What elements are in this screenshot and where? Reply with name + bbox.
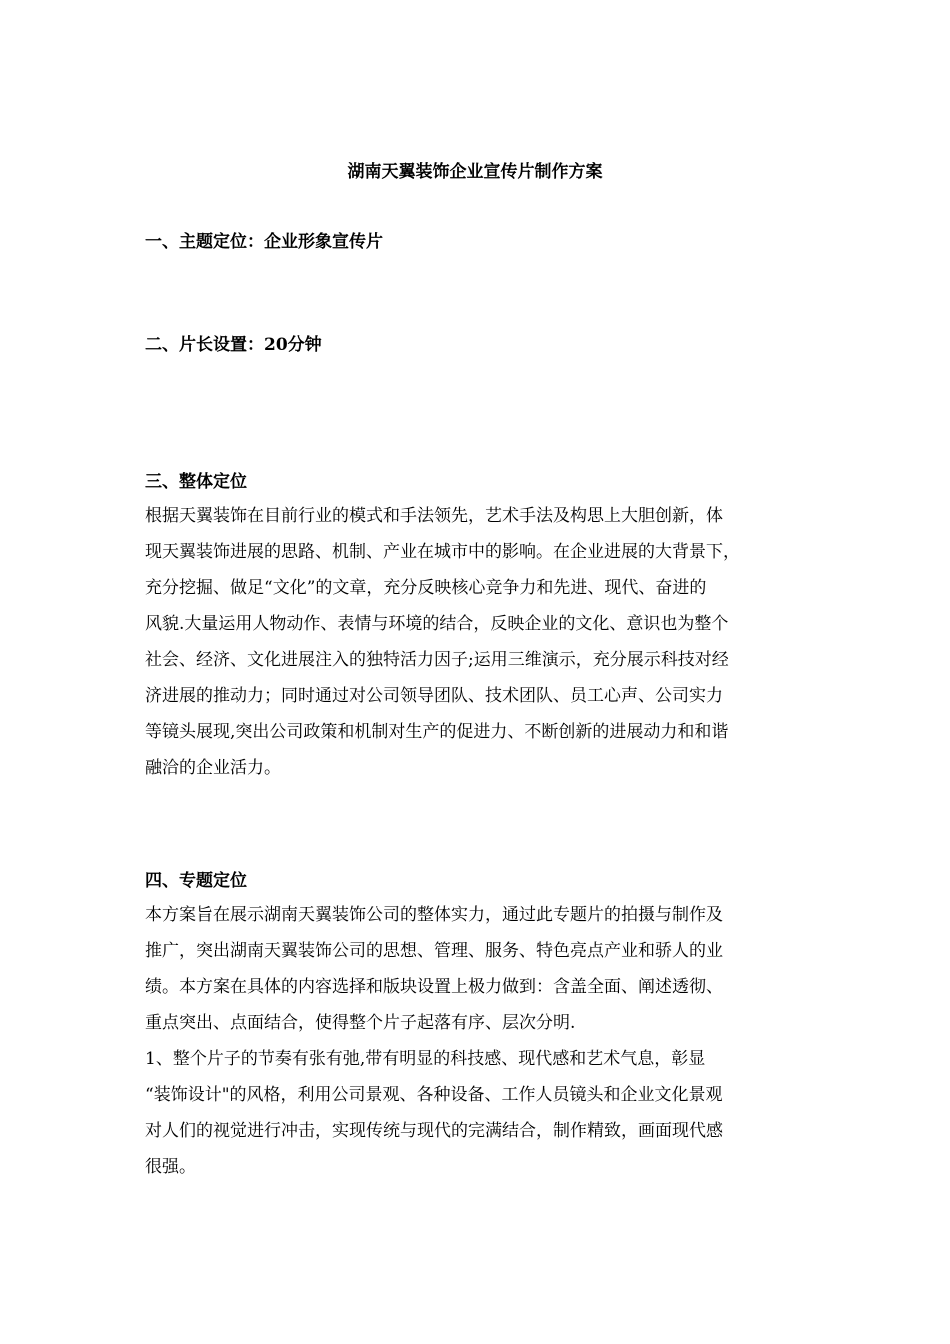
text-line: 根据天翼装饰在目前行业的模式和手法领先，艺术手法及构思上大胆创新，体 — [145, 506, 723, 526]
text-line: 充分挖掘、做足“文化”的文章，充分反映核心竞争力和先进、现代、奋进的 — [145, 578, 707, 598]
text-line: 现天翼装饰进展的思路、机制、产业在城市中的影响。在企业进展的大背景下， — [145, 542, 740, 562]
text-line: 很强。 — [145, 1157, 196, 1177]
text-line: 风貌.大量运用人物动作、表情与环境的结合，反映企业的文化、意识也为整个 — [145, 614, 729, 634]
text-line: 社会、经济、文化进展注入的独特活力因子;运用三维演示，充分展示科技对经 — [145, 650, 729, 670]
text-line: 等镜头展现,突出公司政策和机制对生产的促进力、不断创新的进展动力和和谐 — [145, 722, 729, 742]
paragraph-special — [145, 897, 810, 1185]
text-line: 本方案旨在展示湖南天翼装饰公司的整体实力，通过此专题片的拍摄与制作及 — [145, 905, 723, 925]
paragraph-overall — [145, 498, 810, 786]
text-line: 对人们的视觉进行冲击，实现传统与现代的完满结合，制作精致，画面现代感 — [145, 1121, 723, 1141]
text-line: 济进展的推动力；同时通过对公司领导团队、技术团队、员工心声、公司实力 — [145, 686, 723, 706]
text-line: 推广，突出湖南天翼装饰公司的思想、管理、服务、特色亮点产业和骄人的业 — [145, 941, 723, 961]
section-heading-special: 四、专题定位 — [145, 871, 247, 891]
text-line: 绩。本方案在具体的内容选择和版块设置上极力做到：含盖全面、阐述透彻、 — [145, 977, 723, 997]
text-line: 融洽的企业活力。 — [145, 758, 281, 778]
text-line: 重点突出、点面结合，使得整个片子起落有序、层次分明. — [145, 1013, 576, 1033]
section-heading-theme: 一、主题定位：企业形象宣传片 — [145, 232, 383, 252]
section-heading-duration: 二、片长设置：20分钟 — [145, 335, 322, 355]
section-heading-overall: 三、整体定位 — [145, 472, 247, 492]
text-line: 1、整个片子的节奏有张有弛,带有明显的科技感、现代感和艺术气息，彰显 — [145, 1049, 706, 1069]
document-title: 湖南天翼装饰企业宣传片制作方案 — [347, 162, 603, 182]
text-line: “装饰设计"的风格，利用公司景观、各种设备、工作人员镜头和企业文化景观 — [145, 1085, 723, 1105]
